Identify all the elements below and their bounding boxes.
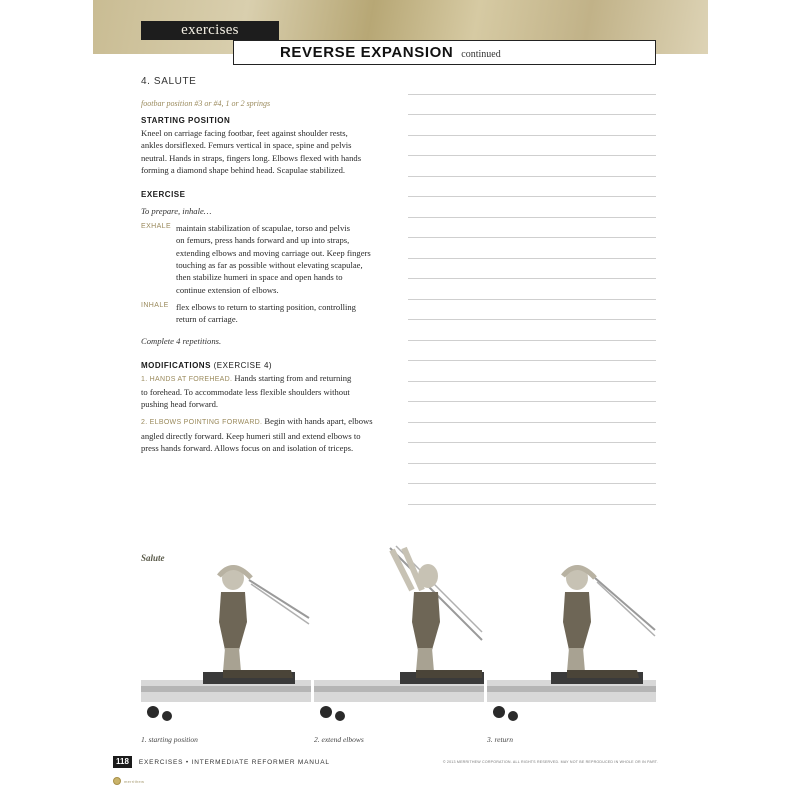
brand-logo (113, 777, 144, 785)
note-line (408, 300, 656, 321)
note-line (408, 464, 656, 485)
note-line (408, 95, 656, 116)
page-footer (113, 755, 658, 769)
text-line: press hands forward. Allows focus on and isolation of triceps. (141, 443, 354, 454)
note-line (408, 484, 656, 505)
text-line: on femurs, press hands forward and up into straps, (176, 235, 350, 246)
prepare-text: To prepare, inhale… (141, 206, 212, 217)
text-line: return of carriage. (176, 314, 238, 325)
note-line (408, 341, 656, 362)
text-line: Hands starting from and returning (232, 372, 352, 383)
text-line: flex elbows to return to starting position, controlling (176, 301, 356, 312)
breath-label: INHALE (141, 301, 169, 309)
exercise-title: 4. SALUTE (141, 76, 197, 87)
modifications-heading-paren: (EXERCISE 4) (213, 360, 273, 370)
photo-caption: 2. extend elbows (314, 735, 364, 744)
note-line (408, 238, 656, 259)
modifications-heading-text: MODIFICATIONS (141, 360, 211, 370)
photo-extend-elbows (314, 540, 484, 730)
note-line (408, 259, 656, 280)
note-line (408, 423, 656, 444)
text-line: angled directly forward. Keep humeri still and extend elbows to (141, 430, 361, 441)
note-line (408, 443, 656, 464)
text-line: forming a diamond shape behind head. Scapulae stabilized. (141, 164, 346, 175)
notes-lines (408, 74, 656, 505)
exercise-photos (141, 540, 656, 730)
text-line: to forehead. To accommodate less flexible shoulders without (141, 386, 350, 397)
note-line (408, 136, 656, 157)
breath-step-exhale (141, 222, 391, 296)
spring-note: footbar position #3 or #4, 1 or 2 springs (141, 99, 271, 108)
breath-step-inhale (141, 301, 391, 326)
note-line (408, 74, 656, 95)
brand-circle-icon (113, 777, 121, 785)
starting-position-text (141, 127, 391, 176)
repetitions-text: Complete 4 repetitions. (141, 335, 222, 346)
note-line (408, 197, 656, 218)
note-line (408, 402, 656, 423)
text-line: Begin with hands apart, elbows (262, 416, 373, 427)
note-line (408, 382, 656, 403)
photo-starting-position (141, 540, 311, 730)
footer-title: EXERCISES • INTERMEDIATE REFORMER MANUAL (138, 758, 330, 766)
breath-label: EXHALE (141, 223, 172, 231)
starting-position-heading: STARTING POSITION (141, 116, 231, 125)
section-tab: exercises (141, 21, 279, 40)
photo-section-title: Salute (141, 553, 165, 563)
page-title: REVERSE EXPANSION (280, 44, 454, 61)
exercise-heading: EXERCISE (141, 190, 186, 200)
breath-text (176, 222, 371, 296)
text-line: neutral. Hands in straps, fingers long. Elbows flexed with hands (141, 152, 362, 163)
brand-name: merrithew (124, 778, 145, 784)
exercise-content (141, 76, 391, 459)
note-line (408, 279, 656, 300)
modification-item (141, 372, 391, 411)
note-line (408, 115, 656, 136)
modification-label: 2. ELBOWS POINTING FORWARD. (141, 419, 263, 427)
text-line: maintain stabilization of scapulae, torso and pelvis (176, 223, 350, 234)
modification-item (141, 415, 391, 454)
note-line (408, 361, 656, 382)
text-line: continue extension of elbows. (176, 284, 279, 295)
modification-label: 1. HANDS AT FOREHEAD. (141, 375, 233, 383)
page-number: 118 (113, 756, 132, 768)
text-line: then stabilize humeri in space and open hands to (176, 272, 343, 283)
text-line: touching as far as possible without elevating scapulae, (176, 260, 363, 271)
title-box (233, 40, 656, 65)
note-line (408, 320, 656, 341)
photo-caption: 3. return (487, 735, 513, 744)
text-line: extending elbows and moving carriage out. Keep fingers (176, 247, 371, 258)
text-line: pushing head forward. (141, 399, 219, 410)
photo-caption: 1. starting position (141, 735, 198, 744)
note-line (408, 156, 656, 177)
page-title-suffix: continued (461, 48, 501, 60)
breath-text (176, 301, 356, 326)
modifications-heading (141, 361, 391, 370)
text-line: ankles dorsiflexed. Femurs vertical in space, spine and pelvis (141, 140, 352, 151)
note-line (408, 218, 656, 239)
copyright-text: © 2013 MERRITHEW CORPORATION. ALL RIGHTS RESERVED. MAY NOT BE REPRODUCED IN WHOLE OR IN PART. (442, 760, 658, 764)
photo-return (487, 540, 656, 730)
note-line (408, 177, 656, 198)
text-line: Kneel on carriage facing footbar, feet against shoulder rests, (141, 128, 348, 138)
